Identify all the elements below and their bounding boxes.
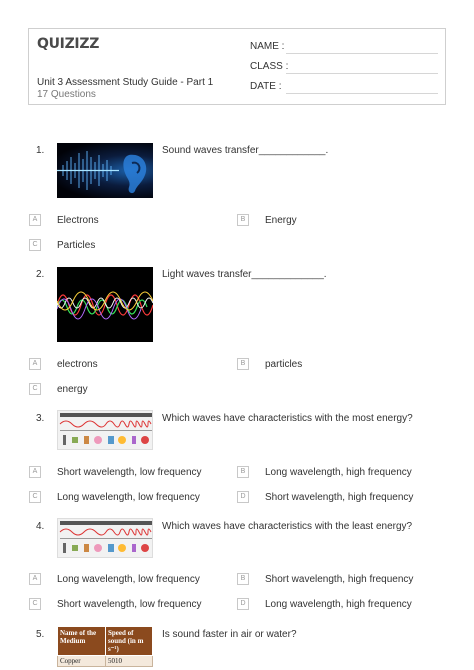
option-b-text: Long wavelength, high frequency [265,467,412,478]
table-header-speed: Speed of sound (in m s⁻¹) [106,627,153,656]
question-number: 1. [36,145,45,156]
electromagnetic-spectrum-image [57,410,153,450]
date-field[interactable] [286,93,438,94]
question-text: Is sound faster in air or water? [162,629,297,640]
option-a-text: Electrons [57,215,99,226]
question-number: 4. [36,521,45,532]
question-text: Sound waves transfer____________. [162,145,329,156]
option-a-text: electrons [57,359,98,370]
question-text: Light waves transfer_____________. [162,269,327,280]
question-number: 5. [36,629,45,640]
option-c-text: Short wavelength, low frequency [57,599,202,610]
table-header-medium: Name of the Medium [58,627,106,656]
option-a-box[interactable]: A [29,214,41,226]
table-row [58,656,153,667]
question-text: Which waves have characteristics with the most energy? [162,413,413,424]
option-a-text: Short wavelength, low frequency [57,467,202,478]
option-b-text: particles [265,359,303,370]
option-d-box[interactable]: D [237,491,249,503]
option-b-text: Energy [265,215,297,226]
option-a-box[interactable]: A [29,358,41,370]
question-number: 3. [36,413,45,424]
option-b-box[interactable]: B [237,214,249,226]
option-c-box[interactable]: C [29,491,41,503]
table-cell-speed: 5010 [106,656,153,667]
sound-wave-image [57,143,153,198]
option-c-box[interactable]: C [29,239,41,251]
option-b-text: Short wavelength, high frequency [265,574,414,585]
light-wave-image [57,267,153,342]
option-b-box[interactable]: B [237,466,249,478]
option-a-text: Long wavelength, low frequency [57,574,200,585]
option-c-box[interactable]: C [29,598,41,610]
question-count: 17 Questions [37,89,96,100]
class-label: CLASS : [250,61,289,72]
question-number: 2. [36,269,45,280]
table-cell-medium: Copper [58,656,106,667]
option-c-text: Particles [57,240,96,251]
option-d-box[interactable]: D [237,598,249,610]
name-label: NAME : [250,41,285,52]
option-d-text: Short wavelength, high frequency [265,492,414,503]
date-label: DATE : [250,81,282,92]
option-b-box[interactable]: B [237,573,249,585]
option-c-box[interactable]: C [29,383,41,395]
electromagnetic-spectrum-image [57,518,153,558]
option-a-box[interactable]: A [29,466,41,478]
option-a-box[interactable]: A [29,573,41,585]
option-c-text: energy [57,384,88,395]
option-d-text: Long wavelength, high frequency [265,599,412,610]
quizizz-logo: QUIZIZZ [37,36,100,52]
option-c-text: Long wavelength, low frequency [57,492,200,503]
worksheet-header [28,28,446,105]
question-text: Which waves have characteristics with the least energy? [162,521,413,532]
speed-of-sound-table [57,626,153,667]
class-field[interactable] [286,73,438,74]
name-field[interactable] [286,53,438,54]
option-b-box[interactable]: B [237,358,249,370]
worksheet-title: Unit 3 Assessment Study Guide - Part 1 [37,77,214,88]
